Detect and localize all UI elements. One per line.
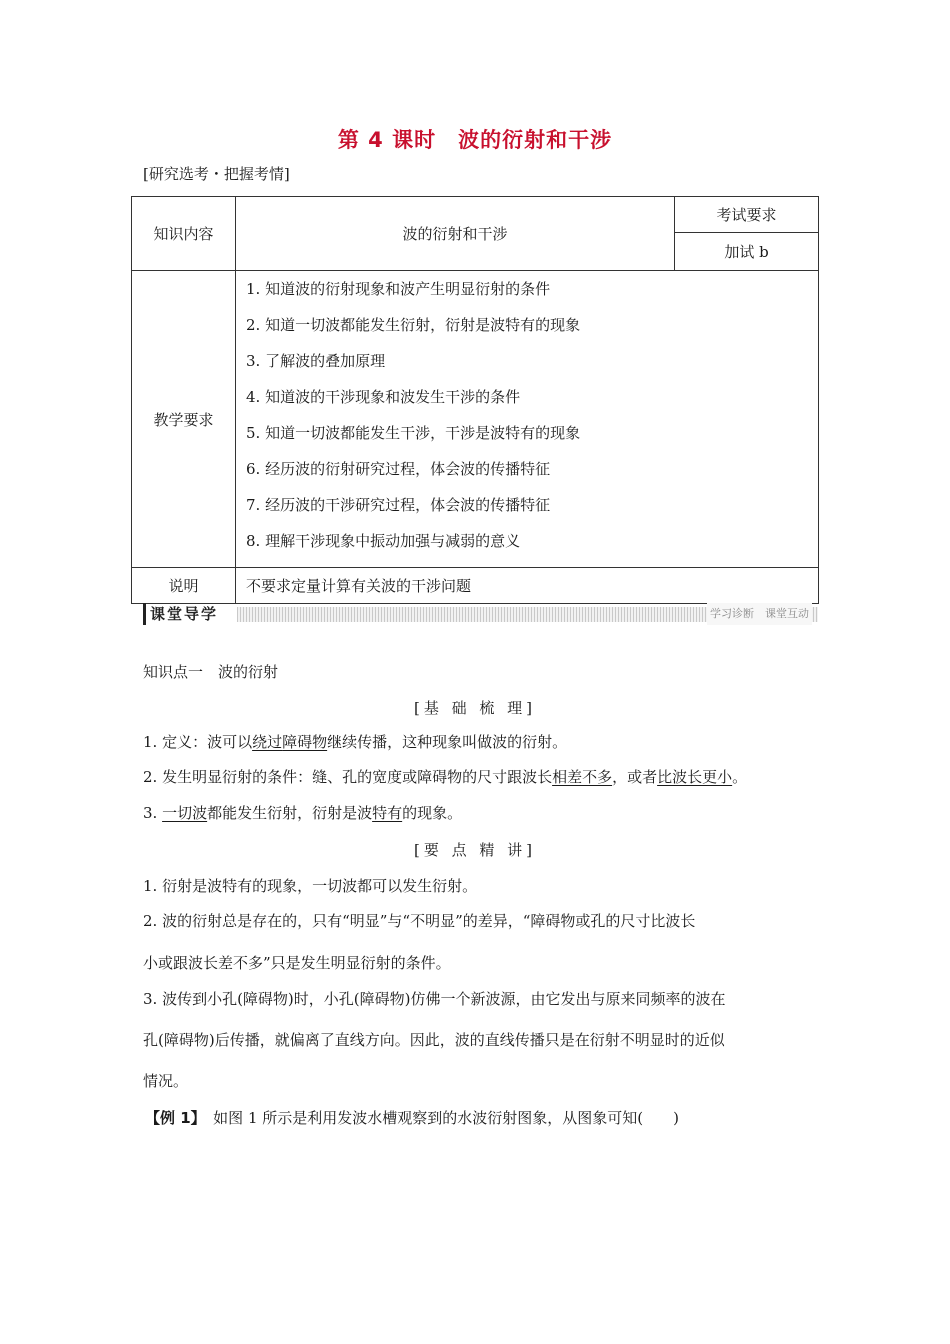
lesson-title: 第 4 课时 波的衍射和干涉 xyxy=(337,128,613,152)
knowledge-value: 波的衍射和干涉 xyxy=(236,197,675,271)
basic-review-label: [基 础 梳 理] xyxy=(413,699,536,717)
text-span: 继续传播，这种现象叫做波的衍射。 xyxy=(327,733,568,751)
key-point-line: 孔(障碍物)后传播，就偏离了直线方向。因此，波的直线传播只是在衍射不明显时的近似 xyxy=(143,1031,725,1049)
list-item: 6. 经历波的衍射研究过程，体会波的传播特征 xyxy=(246,460,551,478)
banner-label: 课堂导学 xyxy=(143,603,231,625)
list-item: 7. 经历波的干涉研究过程，体会波的传播特征 xyxy=(246,496,551,514)
note-value: 不要求定量计算有关波的干涉问题 xyxy=(236,568,819,604)
teaching-items-cell xyxy=(236,271,819,568)
basic-item-1 xyxy=(143,732,567,752)
knowledge-point-heading: 知识点一 波的衍射 xyxy=(143,663,279,681)
list-item: 4. 知道波的干涉现象和波发生干涉的条件 xyxy=(246,388,521,406)
text-span: ，或者 xyxy=(612,768,658,786)
list-item: 3. 了解波的叠加原理 xyxy=(246,352,386,370)
example-label: 【例 1】 xyxy=(145,1109,199,1127)
key-points-label: [要 点 精 讲] xyxy=(413,841,536,859)
basic-item-3 xyxy=(143,803,462,823)
blank-answer: 比波长更小 xyxy=(657,768,733,786)
list-item: 1. 知道波的衍射现象和波产生明显衍射的条件 xyxy=(246,280,551,298)
exam-req-label: 考试要求 xyxy=(675,197,819,233)
section-banner xyxy=(143,603,818,625)
knowledge-label: 知识内容 xyxy=(132,197,236,271)
basic-item-2 xyxy=(143,767,747,787)
text-span: 的现象。 xyxy=(402,804,463,822)
key-point-line: 1. 衍射是波特有的现象，一切波都可以发生衍射。 xyxy=(143,877,478,895)
list-item: 5. 知道一切波都能发生干涉，干涉是波特有的现象 xyxy=(246,424,581,442)
key-point-line: 3. 波传到小孔(障碍物)时，小孔(障碍物)仿佛一个新波源，由它发出与原来同频率的波在 xyxy=(143,990,726,1008)
section-tag: [研究选考・把握考情] xyxy=(143,165,290,183)
note-label: 说明 xyxy=(132,568,236,604)
banner-right-text: 学习诊断 课堂互动 xyxy=(707,603,812,625)
blank-answer: 一切波 xyxy=(162,804,208,822)
blank-answer: 障碍物 xyxy=(282,733,328,751)
example-text: 如图 1 所示是利用发波水槽观察到的水波衍射图象，从图象可知( ) xyxy=(198,1109,679,1127)
list-item: 8. 理解干涉现象中振动加强与减弱的意义 xyxy=(246,532,521,550)
key-point-line: 情况。 xyxy=(143,1072,189,1090)
teaching-items-list xyxy=(236,271,818,567)
key-point-line: 2. 波的衍射总是存在的，只有“明显”与“不明显”的差异，“障碍物或孔的尺寸比波长 xyxy=(143,912,696,930)
text-span: 3. xyxy=(143,804,163,822)
blank-answer: 相差不多 xyxy=(552,768,613,786)
teaching-label: 教学要求 xyxy=(132,271,236,568)
text-span: 。 xyxy=(732,768,748,786)
requirements-table xyxy=(131,196,819,604)
text-span: 1. 定义：波可以 xyxy=(143,733,253,751)
key-point-line: 小或跟波长差不多”只是发生明显衍射的条件。 xyxy=(143,954,451,972)
list-item: 2. 知道一切波都能发生衍射，衍射是波特有的现象 xyxy=(246,316,581,334)
example-1 xyxy=(145,1108,679,1128)
exam-req-value: 加试 b xyxy=(675,233,819,271)
blank-answer: 绕过 xyxy=(252,733,283,751)
text-span: 2. 发生明显衍射的条件：缝、孔的宽度或障碍物的尺寸跟波长 xyxy=(143,768,553,786)
blank-answer: 特有 xyxy=(372,804,403,822)
text-span: 都能发生衍射，衍射是波 xyxy=(207,804,373,822)
